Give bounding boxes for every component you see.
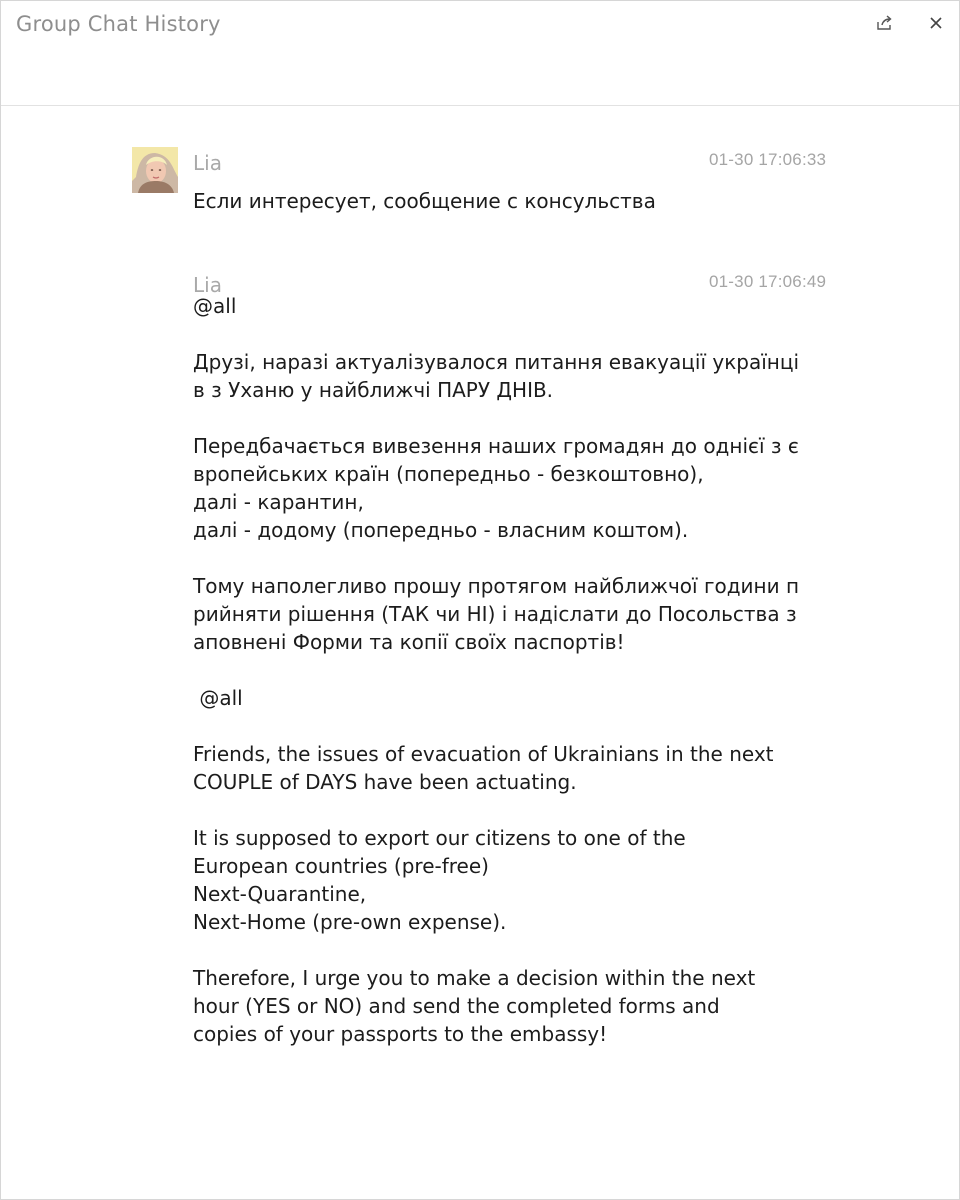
title-bar	[1, 1, 959, 106]
message-timestamp: 01-30 17:06:33	[709, 150, 827, 169]
avatar[interactable]	[132, 147, 178, 193]
avatar-photo	[132, 147, 178, 193]
sender-name: Lia	[193, 151, 222, 175]
message-text: @all Друзі, наразі актуалізувалося питання евакуації українці в з Уханю у найближчі ПАРУ ДНІВ. Передбачається вивезення наших громадян до однієї з є вропейських країн (попередньо - безкоштовно), далі - карантин, далі - додому (попередньо - власним коштом). Тому наполегливо прошу протягом найближчої години п рийняти рішення (ТАК чи НІ) і надіслати до Посольства з аповнені Форми та копії своїх паспортів! @all Friends, the issues of evacuation of Ukrainians in the next COUPLE of DAYS have been actuating. It is supposed to export our citizens to one of the European countries (pre-free) Next-Quarantine, Next-Home (pre-own expense). Therefore, I urge you to make a decision within the next hour (YES or NO) and send the completed forms and copies of your passports to the embassy!	[193, 294, 800, 1046]
close-icon	[928, 15, 944, 31]
message-text: Если интересует, сообщение с консульства	[193, 189, 656, 213]
share-button[interactable]	[871, 9, 899, 37]
close-button[interactable]	[922, 9, 950, 37]
message-list[interactable]	[1, 106, 959, 1199]
sender-name: Lia	[193, 273, 222, 297]
window-title: Group Chat History	[16, 12, 221, 36]
message-timestamp: 01-30 17:06:49	[709, 272, 827, 291]
share-icon	[876, 14, 894, 32]
